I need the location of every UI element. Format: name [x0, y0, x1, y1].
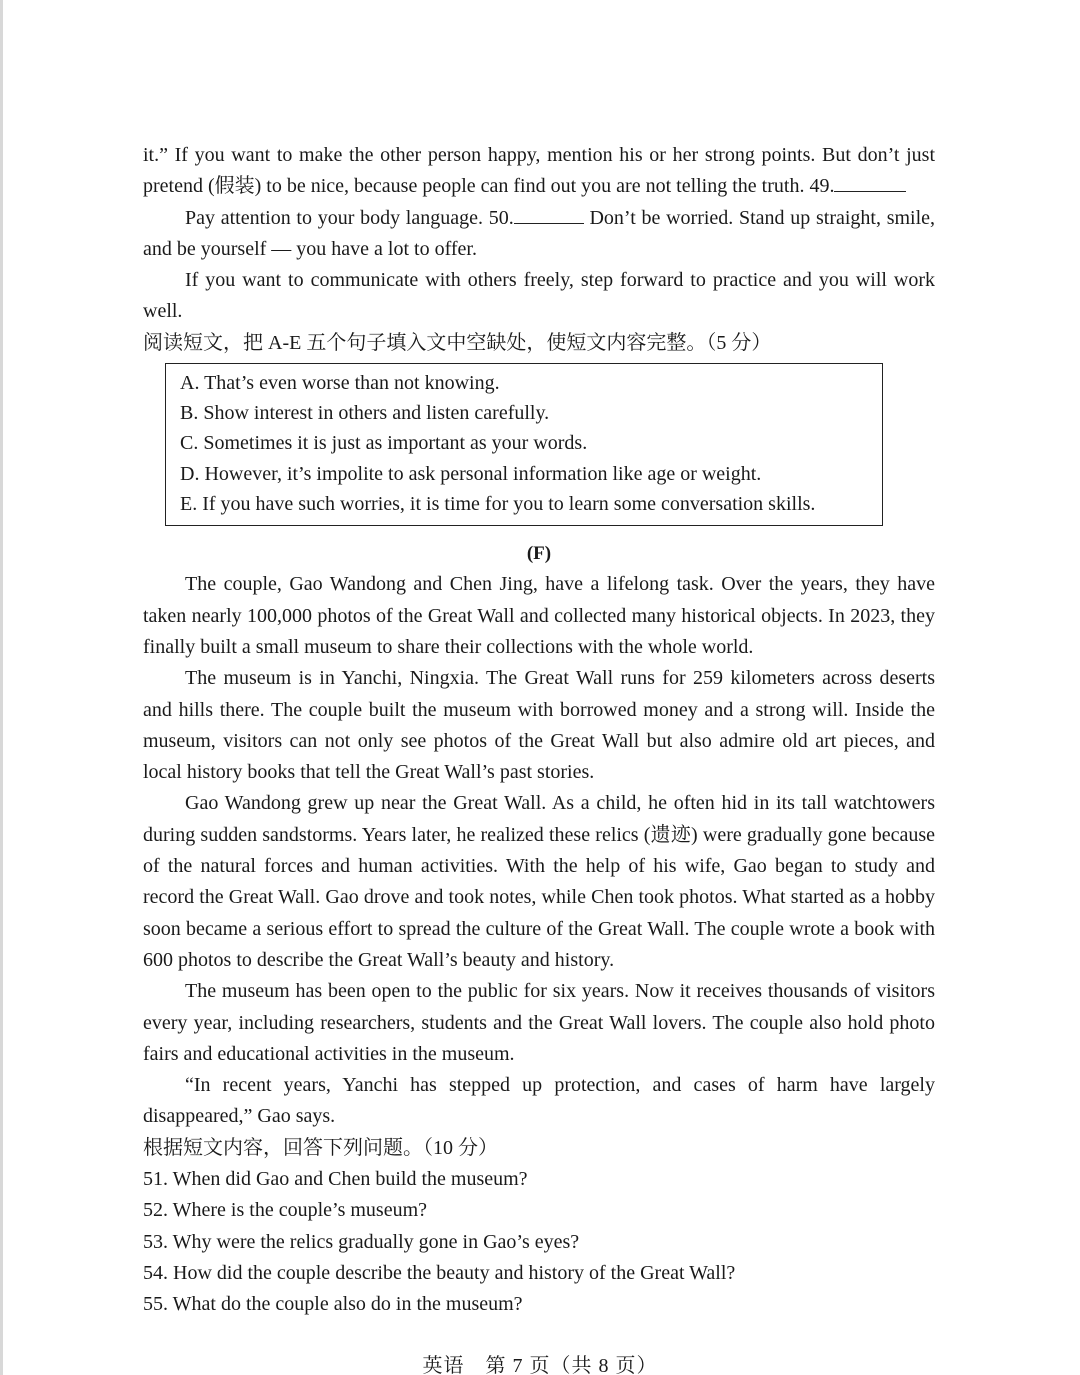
- blank-49[interactable]: [834, 171, 906, 192]
- passage-e-p2a-text: Pay attention to your body language.: [185, 206, 483, 229]
- passage-f-paragraph-4: The museum has been open to the public for six years. Now it receives thousands of visitors every year, including researchers, students and the Great Wall lovers. The couple also hold photo fairs and educational activities in the museum.: [143, 980, 935, 1065]
- exam-page-content: [143, 140, 935, 1321]
- passage-e-paragraph-1: [143, 140, 935, 203]
- passage-e-p1-text: it.” If you want to make the other person happy, mention his or her strong points. But don’t just pretend (假装) to be nice, because people can find out you are not telling the truth.: [143, 144, 935, 198]
- passage-e-p2b-text: Don’t be worried. Stand up straight, smile, and be yourself — you have a lot to offer.: [143, 206, 936, 260]
- passage-e-paragraph-2: [143, 203, 935, 266]
- blank-50-label: 50.: [488, 206, 514, 229]
- passage-e-paragraph-3: If you want to communicate with others freely, step forward to practice and you will work well.: [143, 269, 935, 323]
- question-51: 51. When did Gao and Chen build the museum?: [143, 1168, 528, 1191]
- passage-f-paragraph-5: “In recent years, Yanchi has stepped up protection, and cases of harm have largely disappeared,” Gao says.: [143, 1074, 935, 1128]
- blank-50[interactable]: [514, 203, 584, 224]
- question-55: 55. What do the couple also do in the museum?: [143, 1293, 523, 1316]
- section-title-f: (F): [526, 543, 552, 565]
- question-52: 52. Where is the couple’s museum?: [143, 1199, 428, 1222]
- question-53: 53. Why were the relics gradually gone in Gao’s eyes?: [143, 1230, 580, 1253]
- blank-49-label: 49.: [809, 175, 835, 198]
- passage-e-instruction: 阅读短文，把 A-E 五个句子填入文中空缺处，使短文内容完整。（5 分）: [143, 331, 772, 354]
- option-c: C. Sometimes it is just as important as your words.: [180, 432, 588, 455]
- passage-f-paragraph-1: The couple, Gao Wandong and Chen Jing, have a lifelong task. Over the years, they have taken nearly 100,000 photos of the Great Wall and collected many historical objects. In 2023, they finally built a small museum to share their collections with the whole world.: [143, 573, 935, 658]
- passage-f-paragraph-3: Gao Wandong grew up near the Great Wall. As a child, he often hid in its tall watchtowers during sudden sandstorms. Years later, he realized these relics (遗迹) were gradually gone because of the natural forces and human activities. With the help of his wife, Gao began to study and record the Great Wall. Gao drove and took notes, while Chen took photos. What started as a hobby soon became a serious effort to spread the culture of the Great Wall. The couple wrote a book with 600 photos to describe the Great Wall’s beauty and history.: [143, 792, 935, 971]
- option-a: A. That’s even worse than not knowing.: [180, 372, 500, 395]
- passage-f-paragraph-2: The museum is in Yanchi, Ningxia. The Great Wall runs for 259 kilometers across deserts and hills there. The couple built the museum with borrowed money and a strong will. Inside the museum, visitors can not only see photos of the Great Wall but also admire old art pieces, and local history books that tell the Great Wall’s past stories.: [143, 667, 935, 784]
- question-54: 54. How did the couple describe the beauty and history of the Great Wall?: [143, 1261, 736, 1284]
- page-edge: [0, 0, 3, 1375]
- passage-f-instruction: 根据短文内容，回答下列问题。（10 分）: [143, 1136, 498, 1159]
- options-box: [165, 363, 883, 526]
- option-b: B. Show interest in others and listen carefully.: [180, 402, 550, 425]
- page-footer: 英语 第 7 页（共 8 页）: [422, 1355, 658, 1375]
- option-d: D. However, it’s impolite to ask personal information like age or weight.: [180, 462, 762, 485]
- option-e: E. If you have such worries, it is time for you to learn some conversation skills.: [180, 492, 816, 515]
